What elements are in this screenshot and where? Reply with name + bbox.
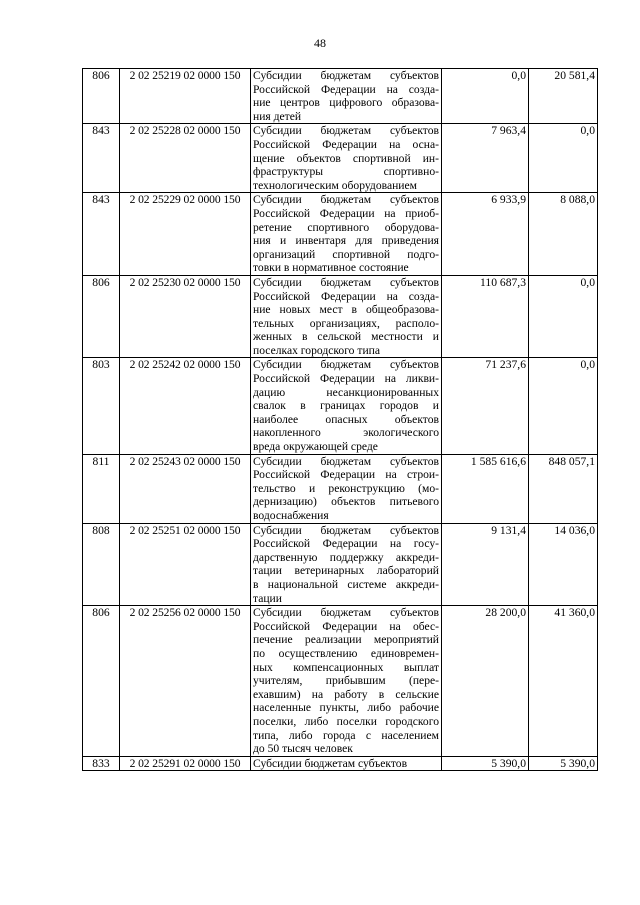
budget-code-cell: 2 02 25229 02 0000 150 bbox=[120, 193, 251, 276]
amount-1-cell: 0,0 bbox=[442, 69, 529, 124]
description-line: щение объектов спортивной ин- bbox=[253, 151, 439, 165]
table-row bbox=[83, 124, 598, 193]
amount-1-cell: 110 687,3 bbox=[442, 275, 529, 358]
description-line: Субсидии бюджетам субъектов bbox=[253, 193, 439, 207]
description-line: в национальной системе аккреди- bbox=[253, 577, 439, 591]
amount-1-cell: 9 131,4 bbox=[442, 523, 529, 606]
description-line: накопленного экологического bbox=[253, 426, 439, 440]
description-cell bbox=[251, 756, 442, 771]
description-line: фраструктуры спортивно- bbox=[253, 165, 439, 179]
amount-1-cell: 5 390,0 bbox=[442, 756, 529, 771]
amount-2-cell: 8 088,0 bbox=[529, 193, 598, 276]
admin-code-cell: 811 bbox=[83, 454, 120, 523]
description-cell bbox=[251, 69, 442, 124]
admin-code-cell: 806 bbox=[83, 606, 120, 757]
budget-code-cell: 2 02 25219 02 0000 150 bbox=[120, 69, 251, 124]
table-row bbox=[83, 606, 598, 757]
page-number: 48 bbox=[314, 36, 326, 50]
description-line: Российской Федерации на приоб- bbox=[253, 206, 439, 220]
description-line: ние новых мест в общеобразова- bbox=[253, 303, 439, 317]
admin-code-cell: 806 bbox=[83, 69, 120, 124]
description-cell bbox=[251, 606, 442, 757]
description-line: поселки, либо поселки городского bbox=[253, 714, 439, 728]
description-line: учителям, прибывшим (пере- bbox=[253, 674, 439, 688]
amount-2-cell: 41 360,0 bbox=[529, 606, 598, 757]
description-line: Субсидии бюджетам субъектов bbox=[253, 275, 439, 289]
description-cell bbox=[251, 124, 442, 193]
budget-table bbox=[82, 68, 598, 771]
description-line: ния и инвентаря для приведения bbox=[253, 234, 439, 248]
description-line: наиболее опасных объектов bbox=[253, 412, 439, 426]
admin-code-cell: 843 bbox=[83, 124, 120, 193]
description-line: до 50 тысяч человек bbox=[253, 742, 353, 756]
budget-table-body bbox=[83, 69, 598, 771]
table-row bbox=[83, 69, 598, 124]
admin-code-cell: 833 bbox=[83, 756, 120, 771]
description-line: организаций спортивной подго- bbox=[253, 247, 439, 261]
budget-code-cell: 2 02 25256 02 0000 150 bbox=[120, 606, 251, 757]
description-line: Субсидии бюджетам субъектов bbox=[253, 523, 439, 537]
description-line: населенные пункты, либо рабочие bbox=[253, 701, 439, 715]
description-cell bbox=[251, 454, 442, 523]
table-row bbox=[83, 193, 598, 276]
description-cell bbox=[251, 193, 442, 276]
description-line: Субсидии бюджетам субъектов bbox=[253, 69, 439, 82]
description-line: водоснабжения bbox=[253, 509, 329, 522]
description-line: Субсидии бюджетам субъектов bbox=[253, 358, 439, 372]
description-line: Субсидии бюджетам субъектов bbox=[253, 454, 439, 468]
admin-code-cell: 808 bbox=[83, 523, 120, 606]
description-line: поселках городского типа bbox=[253, 343, 380, 357]
admin-code-cell: 806 bbox=[83, 275, 120, 358]
description-line: Субсидии бюджетам субъектов bbox=[253, 756, 408, 770]
table-row bbox=[83, 275, 598, 358]
description-line: Российской Федерации на созда- bbox=[253, 289, 439, 303]
amount-1-cell: 6 933,9 bbox=[442, 193, 529, 276]
description-line: дарственную поддержку аккреди- bbox=[253, 550, 439, 564]
description-cell bbox=[251, 358, 442, 454]
admin-code-cell: 803 bbox=[83, 358, 120, 454]
amount-2-cell: 14 036,0 bbox=[529, 523, 598, 606]
amount-2-cell: 20 581,4 bbox=[529, 69, 598, 124]
description-line: ния детей bbox=[253, 109, 302, 123]
table-row bbox=[83, 756, 598, 771]
description-line: Российской Федерации на созда- bbox=[253, 82, 439, 96]
description-line: дернизацию) объектов питьевого bbox=[253, 495, 439, 509]
amount-1-cell: 7 963,4 bbox=[442, 124, 529, 193]
budget-code-cell: 2 02 25291 02 0000 150 bbox=[120, 756, 251, 771]
description-cell bbox=[251, 523, 442, 606]
description-line: тации bbox=[253, 591, 282, 605]
amount-1-cell: 28 200,0 bbox=[442, 606, 529, 757]
description-line: технологическим оборудованием bbox=[253, 178, 417, 192]
amount-2-cell: 5 390,0 bbox=[529, 756, 598, 771]
table-row bbox=[83, 358, 598, 454]
amount-2-cell: 0,0 bbox=[529, 358, 598, 454]
description-cell bbox=[251, 275, 442, 358]
description-line: свалок в границах городов и bbox=[253, 399, 439, 413]
amount-2-cell: 0,0 bbox=[529, 124, 598, 193]
description-line: по осуществлению единовремен- bbox=[253, 646, 439, 660]
description-line: тельных организациях, располо- bbox=[253, 316, 439, 330]
description-line: тации ветеринарных лабораторий bbox=[253, 564, 439, 578]
description-line: женных в сельской местности и bbox=[253, 330, 439, 344]
budget-code-cell: 2 02 25251 02 0000 150 bbox=[120, 523, 251, 606]
table-row bbox=[83, 523, 598, 606]
amount-1-cell: 1 585 616,6 bbox=[442, 454, 529, 523]
amount-2-cell: 848 057,1 bbox=[529, 454, 598, 523]
budget-code-cell: 2 02 25228 02 0000 150 bbox=[120, 124, 251, 193]
description-line: Российской Федерации на строи- bbox=[253, 468, 439, 482]
description-line: Российской Федерации на осна- bbox=[253, 137, 439, 151]
description-line: ехавшим) на работу в сельские bbox=[253, 687, 439, 701]
description-line: ретение спортивного оборудова- bbox=[253, 220, 439, 234]
description-line: тельство и реконструкцию (мо- bbox=[253, 481, 439, 495]
description-line: Субсидии бюджетам субъектов bbox=[253, 124, 439, 138]
description-line: Российской Федерации на ликви- bbox=[253, 372, 439, 386]
description-line: Субсидии бюджетам субъектов bbox=[253, 606, 439, 620]
description-line: ных компенсационных выплат bbox=[253, 660, 439, 674]
description-line: товки в нормативное состояние bbox=[253, 261, 409, 275]
description-line: ние центров цифрового образова- bbox=[253, 96, 439, 110]
amount-2-cell: 0,0 bbox=[529, 275, 598, 358]
table-row bbox=[83, 454, 598, 523]
description-line: типа, либо города с населением bbox=[253, 728, 439, 742]
amount-1-cell: 71 237,6 bbox=[442, 358, 529, 454]
description-line: Российской Федерации на госу- bbox=[253, 537, 439, 551]
description-line: Российской Федерации на обес- bbox=[253, 619, 439, 633]
budget-code-cell: 2 02 25243 02 0000 150 bbox=[120, 454, 251, 523]
budget-code-cell: 2 02 25230 02 0000 150 bbox=[120, 275, 251, 358]
budget-code-cell: 2 02 25242 02 0000 150 bbox=[120, 358, 251, 454]
description-line: дацию несанкционированных bbox=[253, 385, 439, 399]
description-line: печение реализации мероприятий bbox=[253, 633, 439, 647]
description-line: вреда окружающей среде bbox=[253, 440, 378, 454]
admin-code-cell: 843 bbox=[83, 193, 120, 276]
